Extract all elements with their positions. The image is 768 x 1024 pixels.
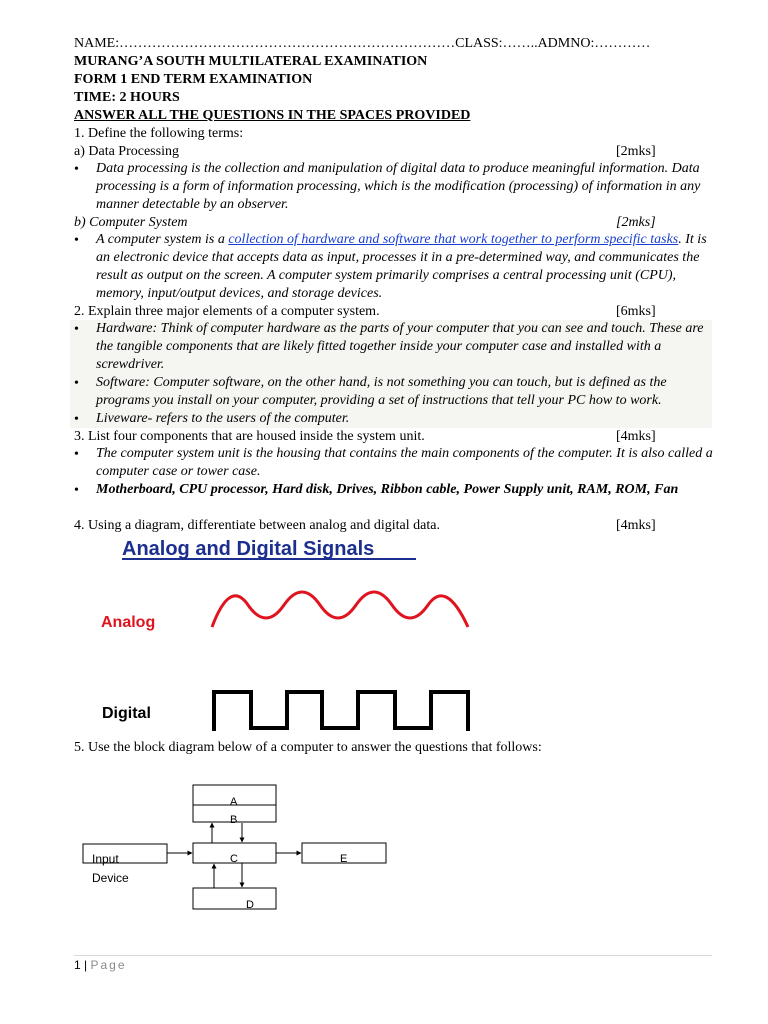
- bullet-icon: •: [74, 412, 79, 427]
- q1a-answer: Data processing is the collection and manipulation of digital data to produce meaningful information. Data processing is a form of information processing, which is the modification (processing) of information in any manner detectable by an observer.: [96, 161, 701, 212]
- page-word: Page: [90, 958, 127, 972]
- q3-marks: [4mks]: [616, 429, 656, 444]
- block-a-label: A: [230, 796, 238, 808]
- q2-marks: [6mks]: [616, 304, 656, 319]
- page-footer: [74, 958, 127, 972]
- block-b-label: B: [230, 814, 238, 826]
- q5-stem: 5. Use the block diagram below of a computer to answer the questions that follows:: [74, 740, 542, 755]
- analog-wave: [212, 592, 468, 627]
- input-label: Input: [92, 852, 119, 866]
- computer-block-diagram: [80, 780, 400, 915]
- q1b-marks: [2mks]: [616, 215, 656, 230]
- footer-divider: [74, 955, 712, 956]
- block-c-label: C: [230, 853, 238, 865]
- q1b-answer-pre: A computer system is a: [96, 232, 229, 247]
- analog-label: Analog: [101, 614, 156, 631]
- q1a-label: a) Data Processing: [74, 144, 179, 159]
- bullet-icon: •: [74, 376, 79, 391]
- q1-stem: 1. Define the following terms:: [74, 126, 244, 141]
- digital-label: Digital: [102, 705, 151, 722]
- digital-wave: [214, 692, 468, 731]
- bullet-icon: •: [74, 483, 79, 498]
- q2-answer-liveware: Liveware- refers to the users of the computer.: [96, 411, 350, 426]
- device-label: Device: [92, 871, 129, 885]
- bullet-icon: •: [74, 233, 79, 248]
- q1b-answer-link[interactable]: collection of hardware and software that work together to perform specific tasks: [228, 232, 679, 247]
- q3-answer-1: The computer system unit is the housing that contains the main components of the computer. It is also called a computer case or tower case.: [96, 446, 713, 479]
- analog-digital-diagram: [90, 533, 490, 743]
- bullet-icon: •: [74, 322, 79, 337]
- name-class-admno-line: NAME:………………………………………………………………CLASS:……..ADMNO:…………: [74, 36, 651, 51]
- q4-marks: [4mks]: [616, 518, 656, 533]
- instruction: ANSWER ALL THE QUESTIONS IN THE SPACES PROVIDED: [74, 108, 471, 123]
- q2-answer-hardware: Hardware: Think of computer hardware as the parts of your computer that you can see and touch. These are the tangible components that are likely fitted together inside your computer case and installed with a screwdriver.: [96, 321, 704, 372]
- q1b-label: b) Computer System: [74, 215, 188, 230]
- bullet-icon: •: [74, 447, 79, 462]
- page-number: 1: [74, 958, 81, 972]
- block-e-label: E: [340, 853, 348, 865]
- exam-time: TIME: 2 HOURS: [74, 90, 180, 105]
- bullet-icon: •: [74, 162, 79, 177]
- diagram-title: Analog and Digital Signals: [122, 538, 375, 560]
- q3-stem: 3. List four components that are housed inside the system unit.: [74, 429, 425, 444]
- page-separator: |: [84, 958, 88, 972]
- q3-answer-2: Motherboard, CPU processor, Hard disk, Drives, Ribbon cable, Power Supply unit, RAM, ROM, Fan: [96, 482, 679, 497]
- block-d: [193, 888, 276, 909]
- school-title: MURANG’A SOUTH MULTILATERAL EXAMINATION: [74, 54, 428, 69]
- exam-title: FORM 1 END TERM EXAMINATION: [74, 72, 313, 87]
- q1b-answer-post: . It is an electronic device that accepts data as input, processes it in a pre-determined way, and communicates the result as output on the screen. A computer system primarily comprises a central processing unit (CPU), memory, input/output devices, and storage devices.: [96, 232, 707, 301]
- q2-stem: 2. Explain three major elements of a computer system.: [74, 304, 380, 319]
- q1a-marks: [2mks]: [616, 144, 656, 159]
- block-d-label: D: [246, 899, 254, 911]
- q1b-answer: [96, 231, 716, 303]
- q4-stem: 4. Using a diagram, differentiate between analog and digital data.: [74, 518, 440, 533]
- q2-answer-software: Software: Computer software, on the other hand, is not something you can touch, but is defined as the programs you install on your computer, providing a set of instructions that tell your PC how to work.: [96, 375, 667, 408]
